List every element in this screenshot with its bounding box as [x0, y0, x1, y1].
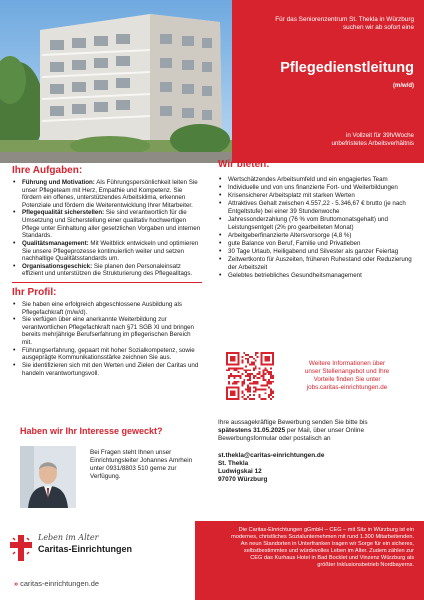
- list-item: • gute Balance von Beruf, Familie und Privatleben: [218, 240, 414, 248]
- caritas-logo: [0, 521, 195, 600]
- tasks-list: [12, 179, 202, 278]
- item-label: Führung und Motivation:: [22, 179, 95, 186]
- intro-line: suchen wir ab sofort eine: [342, 24, 414, 31]
- contact-line: unter 0931/8803 510 gerne zur: [90, 465, 177, 472]
- qr-code[interactable]: [226, 352, 274, 400]
- address-street: Ludwigskai 12: [218, 468, 262, 475]
- jobs-website-link[interactable]: jobs.caritas-einrichtungen.de: [306, 384, 388, 391]
- application-line: [218, 427, 408, 435]
- contact-person-photo: [20, 446, 76, 508]
- item-text: Sie sind verantwortlich für die Umsetzung und Sicherstellung einer qualitativ hochwertigen Pflege unter Einhaltung aller gesetzlichen Vorgaben und internen Standards.: [22, 209, 201, 240]
- offer-list: [218, 176, 414, 280]
- left-column: [12, 165, 202, 378]
- list-item: • Gelebtes betriebliches Gesundheitsmanagement: [218, 272, 414, 280]
- footer: [0, 521, 424, 600]
- list-item: • Arbeitgeberfinanzierte Altersvorsorge (4,8 %): [218, 232, 414, 240]
- website-text: caritas-einrichtungen.de: [20, 579, 100, 588]
- logo-tagline: Leben im Alter: [38, 533, 99, 542]
- list-item: • Zeitwertkonto für Auszeiten, früheren Ruhestand oder Reduzierung der Arbeitszeit: [218, 256, 414, 271]
- header-red-panel: [232, 0, 424, 163]
- list-item: • Individuelle und von uns finanzierte Fort- und Weiterbildungen: [218, 184, 414, 192]
- tasks-heading: Ihre Aufgaben:: [12, 165, 83, 176]
- item-label: Pflegequalität sicherstellen:: [22, 209, 105, 217]
- logo-name: Caritas-Einrichtungen: [38, 544, 133, 554]
- qr-info-text: [282, 360, 412, 392]
- about-line: selbstbestimmtes und würdevolles Leben im Alter. Zudem zählen zur: [243, 548, 414, 555]
- application-line-rest: per Mail, über unser Online: [285, 427, 365, 434]
- about-line: CEG das Kurhaus Hotel in Bad Bocklet und Vinzenz Würzburg als: [250, 555, 414, 562]
- list-item: [12, 240, 202, 263]
- about-line: An neun Standorten in Unterfranken tragen wir Sorge für ein sicheres,: [240, 541, 414, 548]
- about-line: Die Caritas-Einrichtungen gGmbH – CEG – mit Sitz in Würzburg ist ein: [238, 527, 414, 533]
- application-line: Ihre aussagekräftige Bewerbung senden Sie bitte bis: [218, 419, 368, 426]
- contact-line: Einrichtungsleiter Johannes Amrhein: [90, 457, 193, 464]
- contact-line: Verfügung.: [90, 473, 121, 480]
- intro-text: [239, 16, 414, 32]
- list-item: • Jahressonderzahlung (76 % vom Bruttomonatsgehalt) und Leistungsentgelt (2% pro gearbeiteten Monat): [218, 216, 414, 231]
- deadline: spätestens 31.05.2025: [218, 427, 286, 434]
- list-item: • Sie identifizieren sich mit den Werten und Zielen der Caritas und handeln verantwortungsvoll.: [12, 362, 202, 377]
- profile-list: [12, 301, 202, 377]
- item-label: Qualitätsmanagement:: [22, 239, 89, 247]
- list-item: • Sie haben eine erfolgreich abgeschlossene Ausbildung als Pflegefachkraft (m/w/d).: [12, 301, 202, 316]
- item-text: Mit Weitblick entwickeln und optimieren Sie unsere Pflegeprozesse kontinuierlich weiter und setzen nachhaltige Qualitätsstandards um.: [22, 239, 199, 263]
- section-divider: [12, 282, 202, 283]
- caritas-cross-icon: [10, 535, 32, 561]
- right-column: [218, 159, 414, 280]
- terms-line: in Vollzeit für 39h/Woche: [346, 132, 414, 139]
- qr-info-line: Weitere Informationen über: [308, 360, 386, 367]
- address-city: 97070 Würzburg: [218, 476, 268, 483]
- list-item: [12, 263, 202, 278]
- item-text: Als Führungspersönlichkeit leiten Sie unser Pflegeteam mit Herz, Empathie und Kompetenz. Sie fördern ein offenes, unterstützendes Arbeitsklima, erkennen Potenziale und fördern die Weiterentwicklung Ihrer Mitarbeiter.: [22, 179, 198, 209]
- contact-text: [90, 449, 210, 481]
- interest-heading: Haben wir Ihr Interesse geweckt?: [20, 426, 163, 436]
- terms-line: unbefristetes Arbeitsverhältnis: [331, 140, 414, 147]
- qr-info-line: unser Stellenangebot und Ihre: [304, 368, 390, 375]
- intro-line: Für das Seniorenzentrum St. Thekla in Würzburg: [275, 16, 414, 23]
- building-photo: [0, 0, 232, 163]
- chevron-right-icon: »: [14, 579, 19, 588]
- employment-terms: [239, 132, 414, 148]
- profile-heading: Ihr Profil:: [12, 287, 57, 298]
- header-banner: [0, 0, 424, 163]
- application-line: Bewerbungsformular oder postalisch an: [218, 435, 331, 442]
- list-item: [12, 179, 202, 209]
- postal-address: [218, 452, 408, 484]
- list-item: • Wertschätzendes Arbeitsumfeld und ein engagiertes Team: [218, 176, 414, 184]
- list-item: • Sie verfügen über eine anerkannte Weiterbildung zur verantwortlichen Pflegefachkraft nach §71 SGB XI und bringen bereits mehrjährige Berufserfahrung im pflegerischen Bereich mit.: [12, 316, 202, 346]
- job-gender-note: (m/w/d): [393, 83, 414, 89]
- application-email-link[interactable]: st.thekla@caritas-einrichtungen.de: [218, 452, 325, 459]
- address-org: St. Thekla: [218, 460, 249, 467]
- qr-info-line: Vorteile finden Sie unter: [313, 376, 381, 383]
- list-item: [12, 209, 202, 239]
- job-title: Pflegedienstleitung: [280, 60, 414, 76]
- about-text: [195, 521, 424, 600]
- website-link[interactable]: [14, 579, 99, 588]
- contact-line: Bei Fragen steht Ihnen unser: [90, 449, 172, 456]
- list-item: • Führungserfahrung, gepaart mit hoher Sozialkompetenz, sowie ausgeprägte Kommunikationsstärke zeichnen Sie aus.: [12, 347, 202, 362]
- list-item: • Attraktives Gehalt zwischen 4.557,22 - 5.346,67 € brutto (je nach Entgeltstufe) bei einer 39 Stundenwoche: [218, 200, 414, 215]
- item-label: Organisationsgeschick:: [22, 262, 93, 270]
- application-info: [218, 419, 408, 484]
- item-text: Sie planen den Personaleinsatz effizient und unterstützen die Strukturierung des Pflegealltags.: [22, 262, 193, 278]
- about-line: modernes, christliches Sozialunternehmen mit rund 1.300 Mitarbeitenden.: [231, 534, 414, 541]
- list-item: • 30 Tage Urlaub, Heiligabend und Silvester als ganzer Feiertag: [218, 248, 414, 256]
- about-line: größter Inklusionsbetrieb Nordbayerns.: [317, 562, 414, 569]
- offer-heading: Wir bieten:: [218, 159, 270, 170]
- list-item: • Krisensicherer Arbeitsplatz mit starken Werten: [218, 192, 414, 200]
